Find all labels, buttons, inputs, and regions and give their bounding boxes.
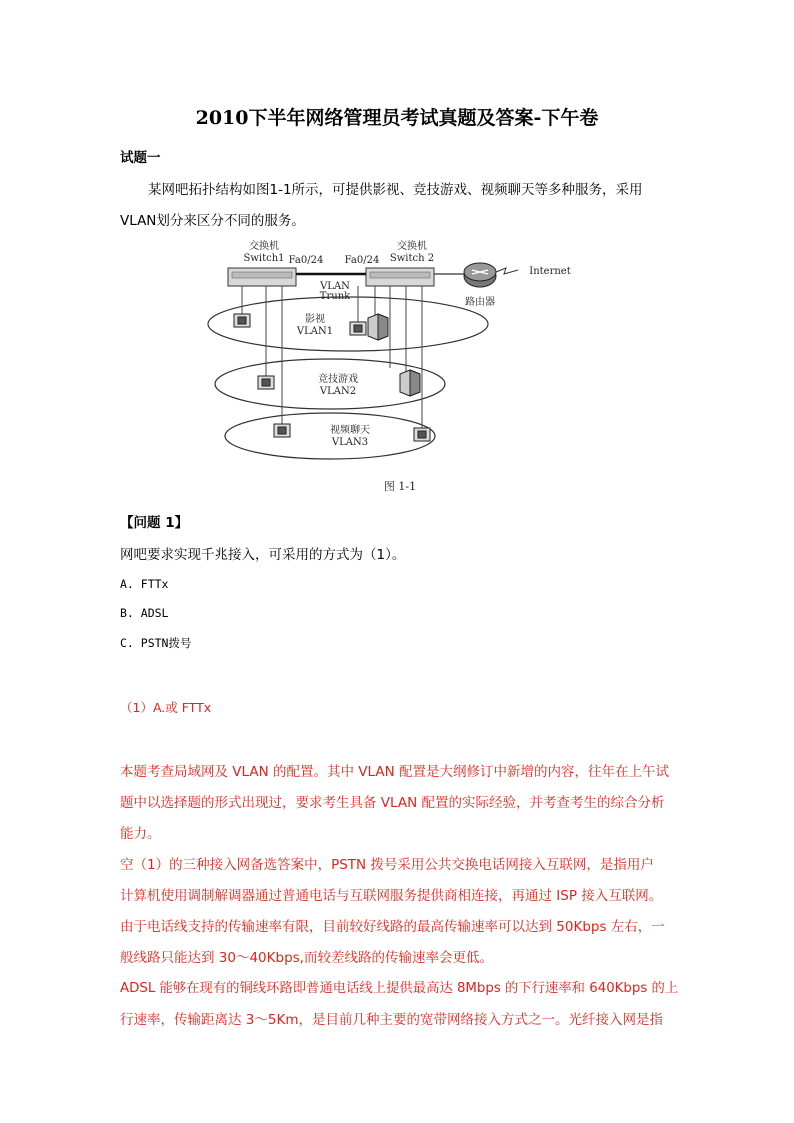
explanation-line: 由于电话线支持的传输速率有限，目前较好线路的最高传输速率可以达到 50Kbps 左右，一	[120, 919, 665, 935]
switch2-label-cn: 交换机	[397, 241, 427, 252]
intro-line-1: 某网吧拓扑结构如图1-1所示，可提供影视、竞技游戏、视频聊天等多种服务，采用	[148, 182, 643, 198]
option-c: C. PSTN拨号	[120, 636, 192, 650]
trunk-label-1: VLAN	[320, 281, 350, 292]
vlan3-label-cn: 视频聊天	[330, 425, 370, 436]
explanation-line: 般线路只能达到 30～40Kbps,而较差线路的传输速率会更低。	[120, 950, 493, 966]
port1-label: Fa0/24	[288, 255, 324, 266]
explanation-line: 题中以选择题的形式出现过，要求考生具备 VLAN 配置的实际经验，并考查考生的综合分析	[120, 795, 665, 811]
port2-label: Fa0/24	[344, 255, 380, 266]
question1-heading: 【问题 1】	[120, 515, 189, 531]
router-label: 路由器	[465, 297, 495, 308]
switch2-label-en: Switch 2	[389, 253, 435, 264]
topology-diagram	[200, 236, 600, 496]
switch1-label-cn: 交换机	[249, 241, 279, 252]
section-heading: 试题一	[120, 150, 161, 166]
switch2	[366, 268, 434, 286]
vlan2-label-en: VLAN2	[319, 386, 357, 397]
explanation-line: ADSL 能够在现有的铜线环路即普通电话线上提供最高达 8Mbps 的下行速率和 640Kbps 的上	[120, 981, 679, 996]
explanation-line: 本题考查局域网及 VLAN 的配置。其中 VLAN 配置是大纲修订中新增的内容，往年在上午试	[120, 764, 669, 780]
explanation-line: 行速率，传输距离达 3～5Km，是目前几种主要的宽带网络接入方式之一。光纤接入网是指	[120, 1012, 663, 1028]
server-icon	[368, 314, 420, 396]
explanation-line: 空（1）的三种接入网备选答案中，PSTN 拨号采用公共交换电话网接入互联网，是指用户	[120, 857, 654, 873]
answer-line: （1）A.或 FTTx	[120, 700, 212, 715]
trunk-label-2: Trunk	[319, 291, 351, 302]
internet-label: Internet	[529, 266, 571, 277]
vlan2-label-cn: 竞技游戏	[318, 374, 358, 385]
option-b: B. ADSL	[120, 606, 169, 620]
vlan1-label-en: VLAN1	[296, 326, 334, 337]
vlan3-label-en: VLAN3	[331, 437, 369, 448]
explanation-line: 能力。	[120, 826, 161, 842]
explanation-line: 计算机使用调制解调器通过普通电话与互联网服务提供商相连接，再通过 ISP 接入互联网。	[120, 888, 663, 904]
figure-caption: 图 1-1	[383, 480, 417, 493]
page-title: 2010下半年网络管理员考试真题及答案-下午卷	[195, 107, 599, 129]
intro-line-2: VLAN划分来区分不同的服务。	[120, 213, 305, 229]
switch1-label-en: Switch1	[243, 253, 285, 264]
option-a: A. FTTx	[120, 577, 169, 591]
router-icon	[464, 263, 496, 287]
question1-prompt: 网吧要求实现千兆接入，可采用的方式为（1）。	[120, 547, 406, 563]
vlan1-label-cn: 影视	[305, 314, 325, 325]
switch1	[228, 268, 296, 286]
vlan3-ellipse	[225, 413, 435, 459]
